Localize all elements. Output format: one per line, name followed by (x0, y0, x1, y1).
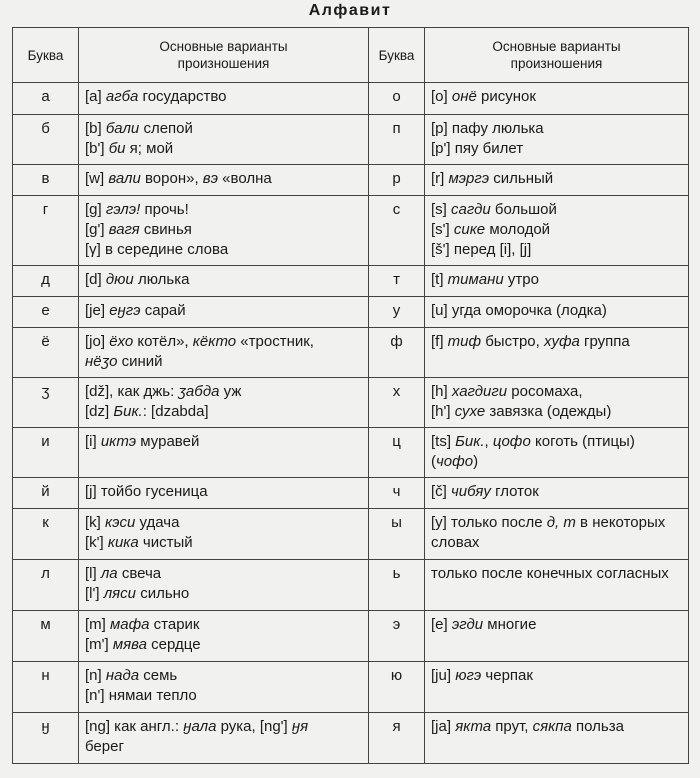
pronunciation-cell (425, 83, 689, 115)
example-word: сухе (454, 403, 486, 420)
pronunciation-line (431, 615, 682, 635)
letter-cell: ь (369, 560, 425, 611)
example-word: Бик. (455, 433, 485, 450)
letter-cell: ю (369, 662, 425, 713)
example-word: иктэ (100, 433, 137, 450)
pronunciation-text: [f] (431, 333, 448, 350)
pronunciation-line (85, 270, 362, 290)
header-letter-left: Буква (13, 28, 79, 83)
pronunciation-text: [g'] (85, 221, 109, 238)
pronunciation-text: слепой (139, 120, 193, 137)
example-word: тимани (447, 271, 504, 288)
pronunciation-text: в некоторых (575, 514, 666, 531)
example-word: нёӡо (85, 353, 118, 370)
pronunciation-text: прочь! (140, 201, 189, 218)
pronunciation-text: : [dzabda] (142, 403, 209, 420)
pronunciation-text: [i] (85, 433, 101, 450)
pronunciation-text: ворон», (140, 170, 203, 187)
letter-cell: о (369, 83, 425, 115)
example-word: хуфа (543, 333, 580, 350)
pronunciation-text: [j] тойбо гусеница (85, 483, 208, 500)
letter-cell: ф (369, 328, 425, 378)
pronunciation-text: [t] (431, 271, 448, 288)
letter-cell: е (13, 297, 79, 328)
example-word: мафа (110, 616, 150, 633)
pronunciation-text: сердце (147, 636, 201, 653)
example-word: кэси (105, 514, 136, 531)
pronunciation-line (85, 584, 362, 604)
example-word: агба (105, 88, 139, 105)
pronunciation-text: [g] (85, 201, 106, 218)
table-row (13, 328, 689, 378)
pronunciation-text: глоток (490, 483, 539, 500)
example-word: хагдиги (451, 383, 508, 400)
header-pron-right (425, 28, 689, 83)
example-word: кёкто (192, 333, 237, 350)
pronunciation-text: многие (483, 616, 537, 633)
pronunciation-cell (79, 196, 369, 266)
example-word: бали (105, 120, 140, 137)
pronunciation-text: [a] (85, 88, 106, 105)
example-word: вали (108, 170, 141, 187)
pronunciation-cell (425, 328, 689, 378)
pronunciation-line (85, 332, 362, 352)
example-word: ӈала (183, 718, 217, 735)
letter-cell: т (369, 266, 425, 297)
pronunciation-text: [n'] нямаи тепло (85, 687, 197, 704)
pronunciation-line (85, 200, 362, 220)
header-letter-right: Буква (369, 28, 425, 83)
pronunciation-line (85, 402, 362, 422)
pronunciation-text: сильно (136, 585, 190, 602)
table-row (13, 83, 689, 115)
pronunciation-text: [n] (85, 667, 106, 684)
pronunciation-text: [e] (431, 616, 452, 633)
pronunciation-text: [je] (85, 302, 110, 319)
pronunciation-line (431, 452, 682, 472)
table-row (13, 713, 689, 764)
table-row (13, 297, 689, 328)
letter-cell: д (13, 266, 79, 297)
letter-cell: п (369, 115, 425, 165)
pronunciation-line (431, 270, 682, 290)
example-word: онё (451, 88, 477, 105)
page-title: Алфавит (308, 2, 392, 19)
pronunciation-line (85, 482, 362, 502)
pronunciation-line (85, 352, 362, 372)
pronunciation-text: словах (431, 534, 480, 551)
pronunciation-text: [ts] (431, 433, 456, 450)
alphabet-table (12, 27, 689, 764)
pronunciation-text: [š'] перед [i], [j] (431, 241, 532, 258)
pronunciation-cell (79, 378, 369, 428)
pronunciation-text: [ng] как англ.: (85, 718, 184, 735)
letter-cell: ы (369, 509, 425, 560)
pronunciation-cell (425, 165, 689, 196)
letter-cell: ӡ (13, 378, 79, 428)
pronunciation-text: польза (571, 718, 624, 735)
pronunciation-text: [y] только после (431, 514, 547, 531)
pronunciation-text: [s'] (431, 221, 454, 238)
pronunciation-cell (425, 713, 689, 764)
pronunciation-text: я; мой (125, 140, 174, 157)
letter-cell: л (13, 560, 79, 611)
pronunciation-text: [ja] (431, 718, 456, 735)
pronunciation-line (85, 119, 362, 139)
pronunciation-line (85, 615, 362, 635)
pronunciation-text: старик (149, 616, 200, 633)
pronunciation-line (85, 169, 362, 189)
pronunciation-line (85, 513, 362, 533)
pronunciation-text: удача (135, 514, 180, 531)
example-word: чибяу (451, 483, 491, 500)
pronunciation-cell (425, 428, 689, 478)
pronunciation-line (85, 533, 362, 553)
example-word: сике (453, 221, 486, 238)
pronunciation-line (85, 635, 362, 655)
pronunciation-cell (425, 662, 689, 713)
table-row (13, 378, 689, 428)
letter-cell: в (13, 165, 79, 196)
pronunciation-text: [m'] (85, 636, 113, 653)
pronunciation-text: [p'] пяу билет (431, 140, 524, 157)
table-body (13, 83, 689, 764)
letter-cell: р (369, 165, 425, 196)
pronunciation-text: [b'] (85, 140, 109, 157)
pronunciation-cell (79, 662, 369, 713)
pronunciation-line (431, 200, 682, 220)
pronunciation-text: синий (117, 353, 163, 370)
table-row (13, 611, 689, 662)
pronunciation-cell (79, 83, 369, 115)
pronunciation-text: свеча (117, 565, 162, 582)
example-word: ӈя (291, 718, 309, 735)
pronunciation-text: [č] (431, 483, 452, 500)
example-word: чофо (436, 453, 474, 470)
letter-cell: ё (13, 328, 79, 378)
pronunciation-text: государство (138, 88, 227, 105)
pronunciation-text: сарай (140, 302, 186, 319)
example-word: нада (105, 667, 140, 684)
pronunciation-line (85, 564, 362, 584)
pronunciation-text: коготь (птицы) (530, 433, 635, 450)
pronunciation-line (431, 220, 682, 240)
pronunciation-text: [w] (85, 170, 109, 187)
pronunciation-line (85, 87, 362, 107)
table-row (13, 560, 689, 611)
pronunciation-line (431, 240, 682, 260)
pronunciation-text: завязка (одежды) (485, 403, 612, 420)
pronunciation-text: только после конечных согласных (431, 565, 669, 582)
pronunciation-text: «тростник, (236, 333, 314, 350)
example-word: сагди (451, 201, 491, 218)
pronunciation-text: молодой (485, 221, 551, 238)
header-row (13, 28, 689, 83)
table-row (13, 266, 689, 297)
pronunciation-text: люлька (133, 271, 190, 288)
example-word: цофо (492, 433, 531, 450)
pronunciation-text: [γ] в середине слова (85, 241, 229, 258)
table-row (13, 662, 689, 713)
pronunciation-text: сильный (489, 170, 554, 187)
pronunciation-text: берег (85, 738, 124, 755)
example-word: сякпа (532, 718, 572, 735)
pronunciation-text: [u] угда оморочка (лодка) (431, 302, 607, 319)
example-word: тиф (447, 333, 482, 350)
pronunciation-cell (79, 713, 369, 764)
pronunciation-text: [jo] (85, 333, 110, 350)
pronunciation-text: [dz] (85, 403, 114, 420)
letter-cell: м (13, 611, 79, 662)
header-pron-line: произношения (510, 56, 603, 71)
pronunciation-cell (425, 378, 689, 428)
example-word: ӡабда (178, 383, 220, 400)
pronunciation-line (431, 332, 682, 352)
pronunciation-line (431, 564, 682, 584)
pronunciation-text: [d] (85, 271, 106, 288)
pronunciation-text: [m] (85, 616, 110, 633)
letter-cell: а (13, 83, 79, 115)
pronunciation-text: быстро, (481, 333, 544, 350)
pronunciation-line (431, 482, 682, 502)
pronunciation-text: группа (579, 333, 630, 350)
pronunciation-text: черпак (481, 667, 533, 684)
table-row (13, 115, 689, 165)
header-pron-line: произношения (177, 56, 270, 71)
example-word: еӈгэ (109, 302, 141, 319)
example-word: эгди (451, 616, 484, 633)
pronunciation-line (85, 139, 362, 159)
pronunciation-text: [h] (431, 383, 452, 400)
pronunciation-line (431, 382, 682, 402)
header-pron-line: Основные варианты (159, 39, 288, 54)
table-row (13, 196, 689, 266)
pronunciation-text: муравей (136, 433, 200, 450)
example-word: гэлэ! (105, 201, 141, 218)
table-row (13, 509, 689, 560)
pronunciation-line (431, 533, 682, 553)
pronunciation-text: [p] пафу люлька (431, 120, 544, 137)
pronunciation-line (85, 301, 362, 321)
pronunciation-text: рисунок (476, 88, 536, 105)
pronunciation-line (431, 301, 682, 321)
pronunciation-cell (425, 611, 689, 662)
pronunciation-cell (79, 115, 369, 165)
pronunciation-text: [l'] (85, 585, 104, 602)
pronunciation-text: утро (503, 271, 539, 288)
pronunciation-text: [b] (85, 120, 106, 137)
example-word: Бик. (113, 403, 143, 420)
pronunciation-cell (425, 509, 689, 560)
example-word: якта (455, 718, 492, 735)
letter-cell: ц (369, 428, 425, 478)
pronunciation-text: [h'] (431, 403, 455, 420)
pronunciation-text: большой (490, 201, 557, 218)
pronunciation-line (431, 119, 682, 139)
pronunciation-cell (425, 297, 689, 328)
header-pron-line: Основные варианты (492, 39, 621, 54)
pronunciation-line (85, 382, 362, 402)
pronunciation-text: свинья (139, 221, 192, 238)
pronunciation-text: уж (219, 383, 242, 400)
pronunciation-cell (425, 115, 689, 165)
pronunciation-line (431, 87, 682, 107)
pronunciation-line (85, 240, 362, 260)
letter-cell: у (369, 297, 425, 328)
pronunciation-text: [k] (85, 514, 106, 531)
pronunciation-text: , (484, 433, 493, 450)
letter-cell: э (369, 611, 425, 662)
pronunciation-cell (79, 165, 369, 196)
pronunciation-line (431, 432, 682, 452)
table-row (13, 428, 689, 478)
pronunciation-text: семь (139, 667, 178, 684)
table-row (13, 165, 689, 196)
pronunciation-text: чистый (138, 534, 193, 551)
letter-cell: н (13, 662, 79, 713)
example-word: кика (107, 534, 139, 551)
example-word: вагя (108, 221, 140, 238)
pronunciation-line (431, 169, 682, 189)
pronunciation-text: росомаха, (507, 383, 583, 400)
pronunciation-text: [o] (431, 88, 452, 105)
pronunciation-text: [r] (431, 170, 449, 187)
letter-cell: ӈ (13, 713, 79, 764)
pronunciation-text: ( (431, 453, 436, 470)
pronunciation-cell (79, 428, 369, 478)
pronunciation-cell (79, 478, 369, 509)
pronunciation-line (431, 717, 682, 737)
letter-cell: х (369, 378, 425, 428)
pronunciation-text: [dž], как джь: (85, 383, 179, 400)
pronunciation-line (85, 432, 362, 452)
pronunciation-text: котёл», (133, 333, 193, 350)
pronunciation-line (431, 139, 682, 159)
table-row (13, 478, 689, 509)
pronunciation-text: [s] (431, 201, 452, 218)
pronunciation-cell (425, 196, 689, 266)
letter-cell: я (369, 713, 425, 764)
pronunciation-line (431, 402, 682, 422)
letter-cell: г (13, 196, 79, 266)
pronunciation-line (85, 220, 362, 240)
example-word: ла (100, 565, 118, 582)
pronunciation-text: [k'] (85, 534, 108, 551)
pronunciation-cell (79, 509, 369, 560)
pronunciation-line (431, 666, 682, 686)
example-word: вэ (202, 170, 219, 187)
pronunciation-cell (425, 560, 689, 611)
example-word: д, т (546, 514, 576, 531)
letter-cell: к (13, 509, 79, 560)
header-pron-left (79, 28, 369, 83)
pronunciation-line (85, 686, 362, 706)
letter-cell: и (13, 428, 79, 478)
pronunciation-line (431, 513, 682, 533)
example-word: ляси (103, 585, 137, 602)
example-word: мява (112, 636, 148, 653)
pronunciation-text: прут, (491, 718, 533, 735)
pronunciation-cell (79, 297, 369, 328)
letter-cell: с (369, 196, 425, 266)
letter-cell: й (13, 478, 79, 509)
pronunciation-text: рука, [ng'] (216, 718, 292, 735)
pronunciation-text: [ju] (431, 667, 456, 684)
pronunciation-line (85, 717, 362, 737)
pronunciation-line (85, 666, 362, 686)
pronunciation-cell (425, 478, 689, 509)
example-word: югэ (455, 667, 482, 684)
letter-cell: б (13, 115, 79, 165)
pronunciation-cell (425, 266, 689, 297)
pronunciation-line (85, 737, 362, 757)
example-word: ёхо (109, 333, 134, 350)
example-word: би (108, 140, 126, 157)
example-word: дюи (105, 271, 134, 288)
pronunciation-text: «волна (218, 170, 272, 187)
pronunciation-cell (79, 560, 369, 611)
pronunciation-cell (79, 266, 369, 297)
pronunciation-text: [l] (85, 565, 101, 582)
letter-cell: ч (369, 478, 425, 509)
example-word: мэргэ (448, 170, 490, 187)
pronunciation-cell (79, 611, 369, 662)
pronunciation-cell (79, 328, 369, 378)
pronunciation-text: ) (473, 453, 479, 470)
